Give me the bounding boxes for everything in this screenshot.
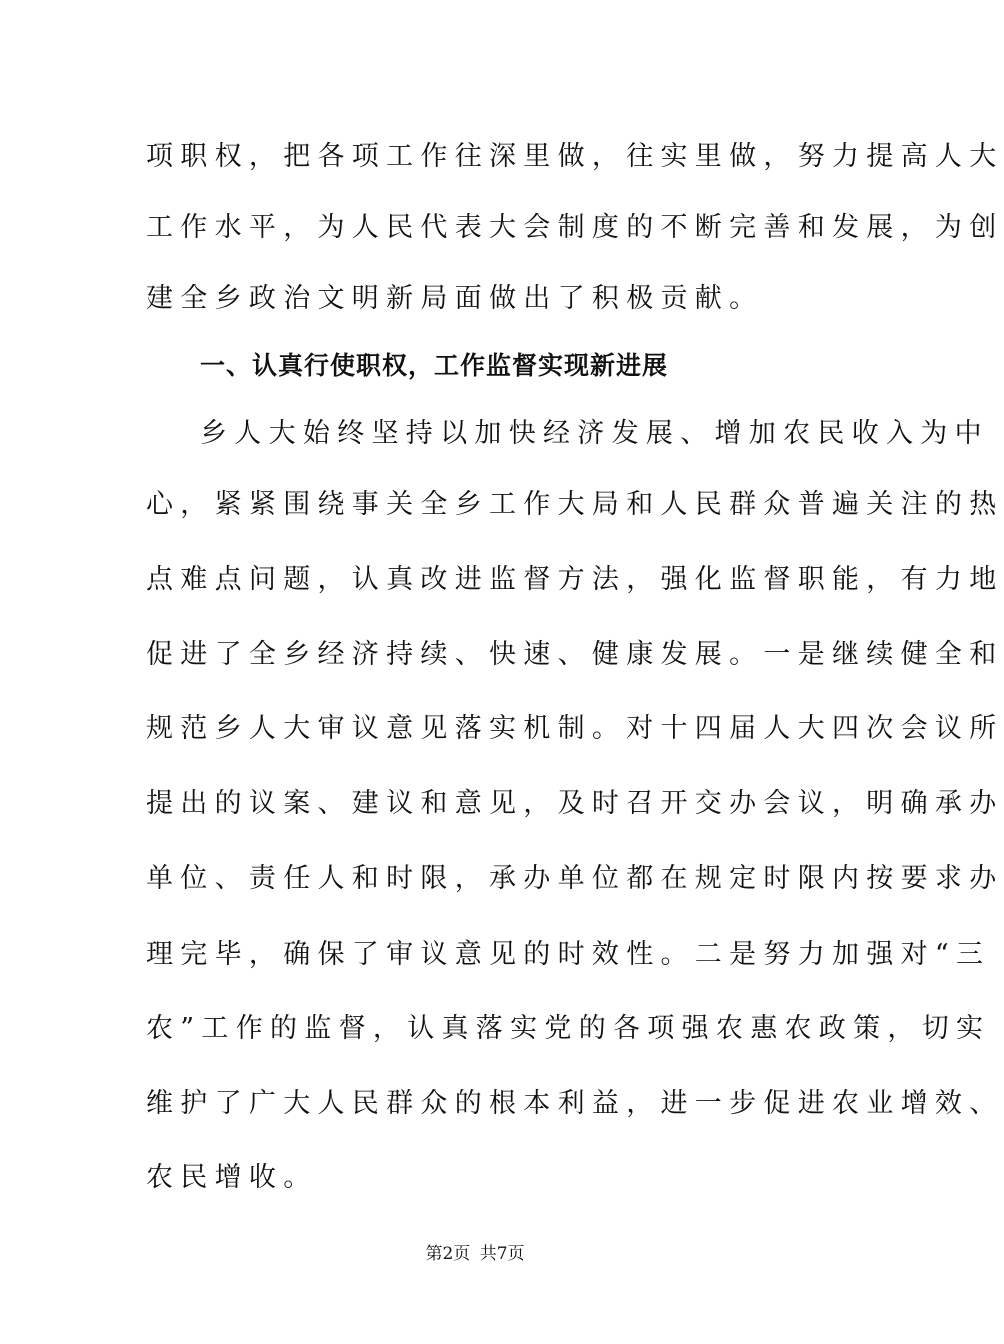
body-line-5: 规范乡人大审议意见落实机制。对十四届人大四次会议所 (146, 713, 1004, 744)
intro-line-2: 工作水平，为人民代表大会制度的不断完善和发展，为创 (146, 212, 1004, 243)
intro-line-1: 项职权，把各项工作往深里做，往实里做，努力提高人大 (146, 141, 1004, 172)
body-line-10: 维护了广大人民群众的根本利益，进一步促进农业增效、 (146, 1088, 1004, 1119)
body-line-9: 农”工作的监督，认真落实党的各项强农惠农政策，切实 (146, 1013, 991, 1044)
body-line-1: 乡人大始终坚持以加快经济发展、增加农民收入为中 (200, 418, 989, 449)
body-line-4: 促进了全乡经济持续、快速、健康发展。一是继续健全和 (146, 639, 1004, 670)
page-total-label: 共7页 (479, 1244, 525, 1264)
body-line-6: 提出的议案、建议和意见，及时召开交办会议，明确承办 (146, 788, 1004, 819)
body-line-8: 理完毕，确保了审议意见的时效性。二是努力加强对“三 (146, 939, 991, 970)
body-line-3: 点难点问题，认真改进监督方法，强化监督职能，有力地 (146, 564, 1004, 595)
section-heading: 一、认真行使职权，工作监督实现新进展 (200, 351, 669, 380)
page-footer (0, 1241, 950, 1267)
body-line-7: 单位、责任人和时限，承办单位都在规定时限内按要求办 (146, 863, 1004, 894)
body-line-11: 农民增收。 (146, 1162, 318, 1193)
page-number-label: 第2页 (425, 1244, 471, 1264)
body-line-2: 心，紧紧围绕事关全乡工作大局和人民群众普遍关注的热 (146, 489, 1004, 520)
intro-line-3: 建全乡政治文明新局面做出了积极贡献。 (146, 283, 764, 314)
